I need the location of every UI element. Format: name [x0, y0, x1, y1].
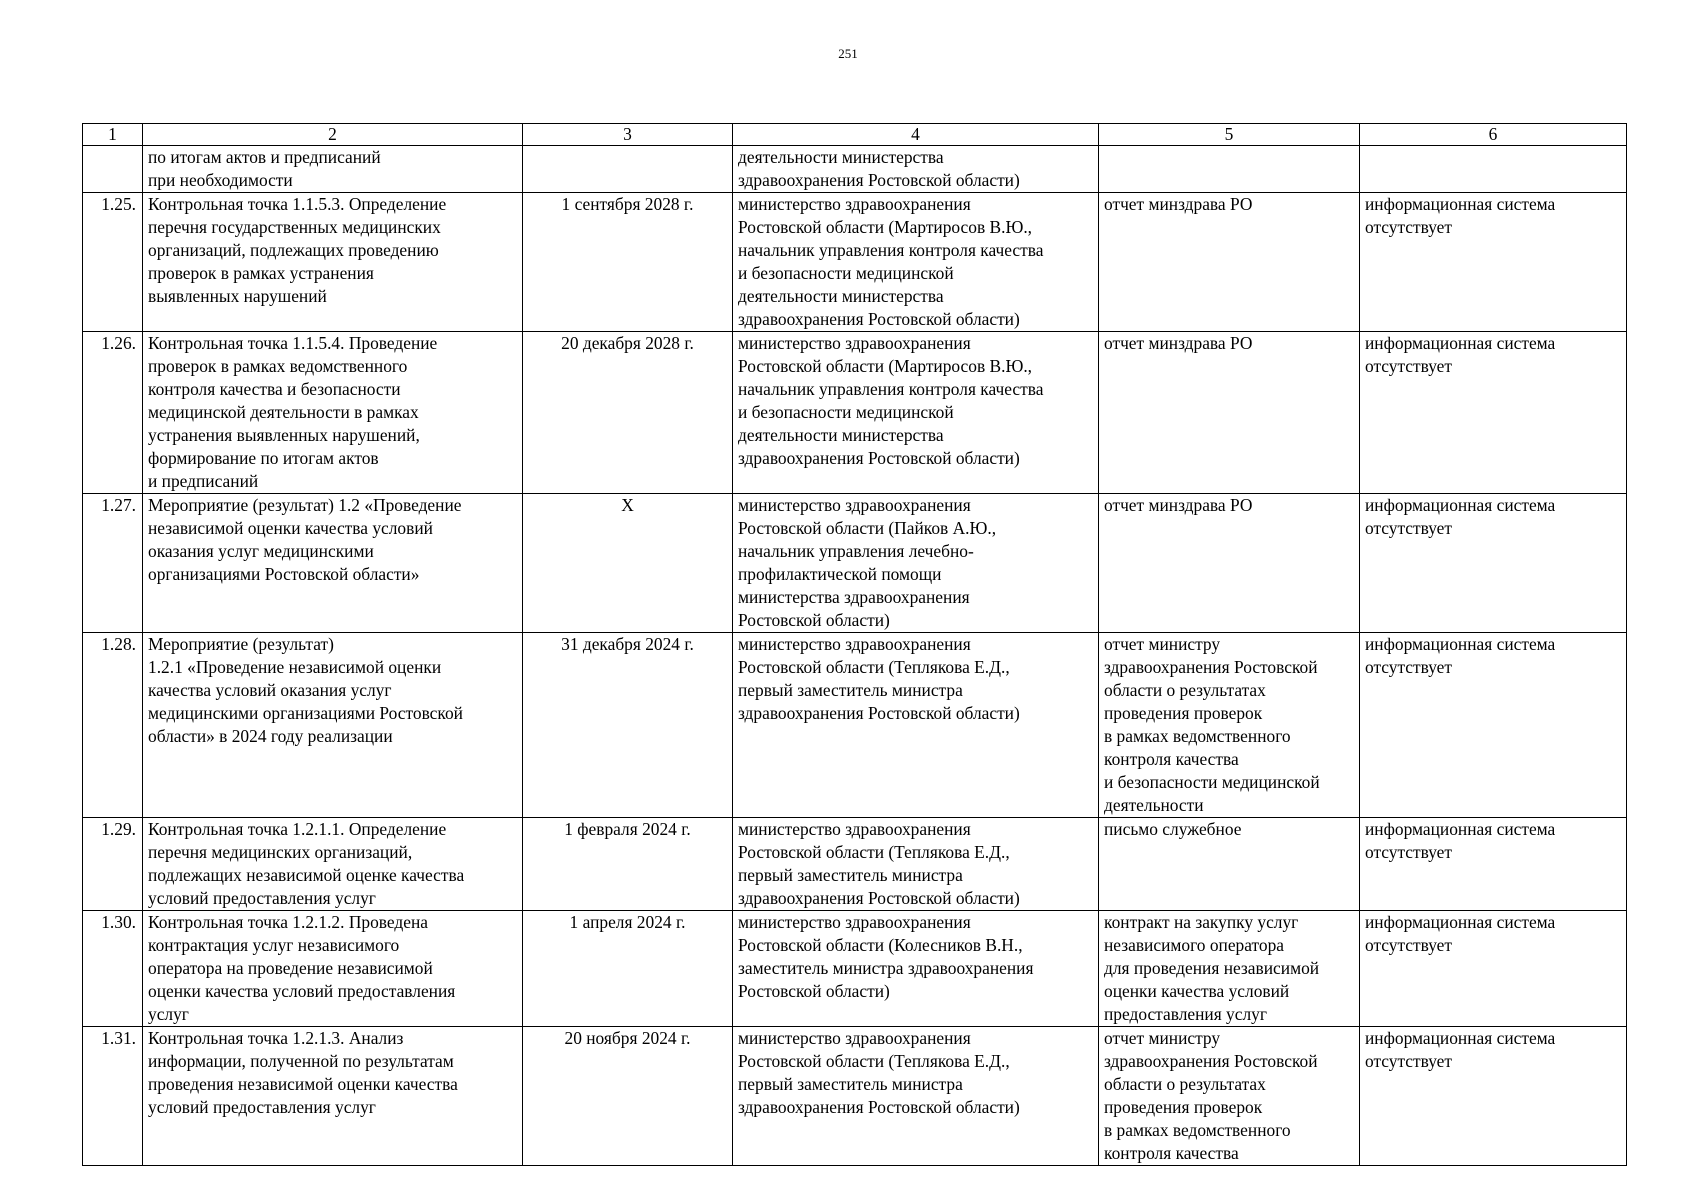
information-system	[1360, 146, 1627, 193]
responsible-party: министерство здравоохранения Ростовской области (Мартиросов В.Ю., начальник управления контроля качества и безопасности медицинской деятельности министерства здравоохранения Ростовской области)	[733, 193, 1099, 332]
row-number: 1.27.	[83, 494, 143, 633]
row-number: 1.25.	[83, 193, 143, 332]
column-number-row	[83, 124, 1627, 146]
deadline-date: X	[523, 494, 733, 633]
activity-name: по итогам актов и предписаний при необходимости	[143, 146, 523, 193]
deadline-date: 1 февраля 2024 г.	[523, 818, 733, 911]
confirming-document: отчет министру здравоохранения Ростовской области о результатах проведения проверок в рамках ведомственного контроля качества	[1099, 1027, 1360, 1166]
activity-name: Контрольная точка 1.1.5.4. Проведение проверок в рамках ведомственного контроля качества и безопасности медицинской деятельности в рамках устранения выявленных нарушений, формирование по итогам актов и предписаний	[143, 332, 523, 494]
row-number: 1.31.	[83, 1027, 143, 1166]
deadline-date: 1 апреля 2024 г.	[523, 911, 733, 1027]
deadline-date	[523, 146, 733, 193]
row-number: 1.28.	[83, 633, 143, 818]
confirming-document: отчет минздрава РО	[1099, 193, 1360, 332]
responsible-party: министерство здравоохранения Ростовской области (Пайков А.Ю., начальник управления лечебно- профилактической помощи министерства здравоохранения Ростовской области)	[733, 494, 1099, 633]
table-row	[83, 911, 1627, 1027]
column-header: 2	[143, 124, 523, 146]
row-number: 1.30.	[83, 911, 143, 1027]
activity-name: Контрольная точка 1.2.1.3. Анализ информации, полученной по результатам проведения независимой оценки качества условий предоставления услуг	[143, 1027, 523, 1166]
column-header: 3	[523, 124, 733, 146]
confirming-document: письмо служебное	[1099, 818, 1360, 911]
row-number: 1.29.	[83, 818, 143, 911]
responsible-party: министерство здравоохранения Ростовской области (Теплякова Е.Д., первый заместитель министра здравоохранения Ростовской области)	[733, 1027, 1099, 1166]
confirming-document: отчет министру здравоохранения Ростовской области о результатах проведения проверок в рамках ведомственного контроля качества и безопасности медицинской деятельности	[1099, 633, 1360, 818]
responsible-party: министерство здравоохранения Ростовской области (Теплякова Е.Д., первый заместитель министра здравоохранения Ростовской области)	[733, 633, 1099, 818]
plan-table	[82, 123, 1627, 1166]
information-system: информационная система отсутствует	[1360, 911, 1627, 1027]
confirming-document: отчет минздрава РО	[1099, 494, 1360, 633]
column-header: 6	[1360, 124, 1627, 146]
activity-name: Контрольная точка 1.1.5.3. Определение перечня государственных медицинских организаций, подлежащих проведению проверок в рамках устранения выявленных нарушений	[143, 193, 523, 332]
activity-name: Мероприятие (результат) 1.2.1 «Проведение независимой оценки качества условий оказания услуг медицинскими организациями Ростовской области» в 2024 году реализации	[143, 633, 523, 818]
continuation-row	[83, 146, 1627, 193]
column-header: 1	[83, 124, 143, 146]
responsible-party: министерство здравоохранения Ростовской области (Теплякова Е.Д., первый заместитель министра здравоохранения Ростовской области)	[733, 818, 1099, 911]
information-system: информационная система отсутствует	[1360, 1027, 1627, 1166]
responsible-party: министерство здравоохранения Ростовской области (Мартиросов В.Ю., начальник управления контроля качества и безопасности медицинской деятельности министерства здравоохранения Ростовской области)	[733, 332, 1099, 494]
responsible-party: министерство здравоохранения Ростовской области (Колесников В.Н., заместитель министра здравоохранения Ростовской области)	[733, 911, 1099, 1027]
row-number	[83, 146, 143, 193]
table-row	[83, 193, 1627, 332]
information-system: информационная система отсутствует	[1360, 818, 1627, 911]
table-row	[83, 633, 1627, 818]
deadline-date: 31 декабря 2024 г.	[523, 633, 733, 818]
table-row	[83, 1027, 1627, 1166]
column-header: 4	[733, 124, 1099, 146]
row-number: 1.26.	[83, 332, 143, 494]
table-row	[83, 494, 1627, 633]
deadline-date: 20 декабря 2028 г.	[523, 332, 733, 494]
activity-name: Мероприятие (результат) 1.2 «Проведение независимой оценки качества условий оказания услуг медицинскими организациями Ростовской области»	[143, 494, 523, 633]
activity-name: Контрольная точка 1.2.1.2. Проведена контрактация услуг независимого оператора на проведение независимой оценки качества условий предоставления услуг	[143, 911, 523, 1027]
confirming-document: контракт на закупку услуг независимого оператора для проведения независимой оценки качества условий предоставления услуг	[1099, 911, 1360, 1027]
deadline-date: 1 сентября 2028 г.	[523, 193, 733, 332]
responsible-party: деятельности министерства здравоохранения Ростовской области)	[733, 146, 1099, 193]
information-system: информационная система отсутствует	[1360, 332, 1627, 494]
confirming-document: отчет минздрава РО	[1099, 332, 1360, 494]
table-row	[83, 332, 1627, 494]
confirming-document	[1099, 146, 1360, 193]
activity-name: Контрольная точка 1.2.1.1. Определение перечня медицинских организаций, подлежащих независимой оценке качества условий предоставления услуг	[143, 818, 523, 911]
information-system: информационная система отсутствует	[1360, 193, 1627, 332]
deadline-date: 20 ноября 2024 г.	[523, 1027, 733, 1166]
table-row	[83, 818, 1627, 911]
column-header: 5	[1099, 124, 1360, 146]
information-system: информационная система отсутствует	[1360, 633, 1627, 818]
information-system: информационная система отсутствует	[1360, 494, 1627, 633]
page-number: 251	[838, 46, 858, 61]
